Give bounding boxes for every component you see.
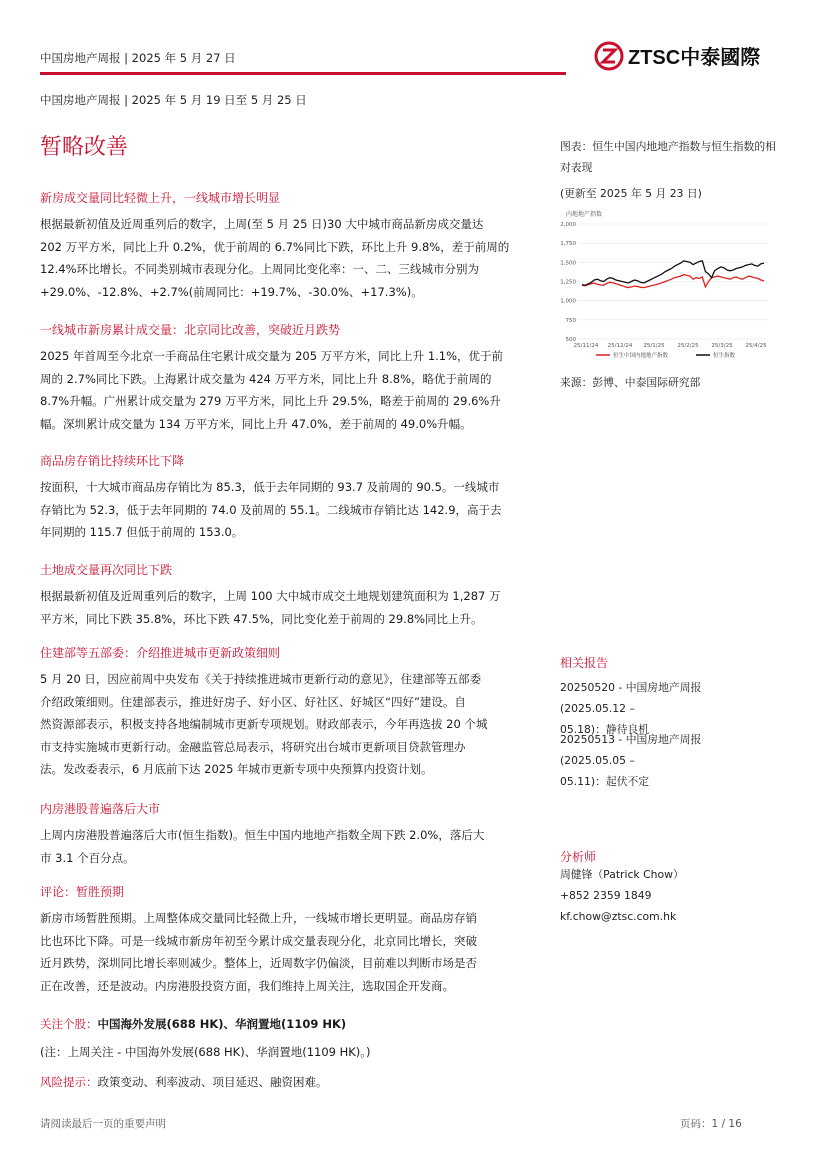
- text-line: 正在改善，还是波动。内房港股投资方面，我们维持上周关注，选取国企开发商。: [40, 978, 454, 993]
- section-body: [40, 585, 522, 630]
- footer-disclaimer: 请阅读最后一页的重要声明: [40, 1118, 166, 1130]
- related-reports-title: 相关报告: [560, 656, 609, 670]
- risk-label: 风险提示：: [40, 1075, 98, 1089]
- analyst-phone: +852 2359 1849: [560, 889, 652, 902]
- text-line: 法。发改委表示，6 月底前下达 2025 年城市更新专项中央预算内投资计划。: [40, 762, 433, 776]
- text-line: 12.4%环比增长。不同类别城市表现分化。上周同比变化率：一、二、三线城市分别为: [40, 262, 480, 276]
- report-title: 暂略改善: [40, 135, 129, 160]
- analyst-email[interactable]: kf.chow@ztsc.com.hk: [560, 910, 677, 923]
- text-line: 2025 年首周至今北京一手商品住宅累计成交量为 205 万平方米，同比上升 1.1%，优于前: [40, 349, 504, 363]
- section-heading: 土地成交量再次同比下跌: [40, 563, 173, 577]
- company-logo: [594, 40, 769, 76]
- analyst-name: 周健锋（Patrick Chow）: [560, 868, 684, 881]
- y-tick-label: 750: [565, 317, 576, 324]
- analyst-title: 分析师: [560, 850, 597, 864]
- x-tick-label: 25/4/25: [745, 343, 767, 349]
- x-tick-label: 25/1/25: [643, 343, 665, 349]
- chart-caption-line: 图表：恒生中国内地地产指数与恒生指数的相: [560, 140, 776, 153]
- text-line: 比也环比下降。可是一线城市新房年初至今累计成交量表现分化，北京同比增长，突破: [40, 933, 477, 948]
- text-line: 5 月 20 日，因应前周中央发布《关于持续推进城市更新行动的意见》，住建部等五部委: [40, 672, 482, 686]
- section-body: [40, 213, 522, 303]
- related-report[interactable]: [560, 729, 756, 792]
- section-body: [40, 824, 522, 869]
- focus-label: 关注个股：: [40, 1017, 98, 1031]
- related-report-line: 20250520 - 中国房地产周报 (2025.05.12 –: [560, 681, 702, 715]
- analyst-info: [560, 864, 684, 927]
- section-body: [40, 907, 522, 997]
- text-line: 近月跌势，深圳同比增长率则减少。整体上，近周数字仍偏淡，目前难以判断市场是否: [40, 956, 477, 970]
- chart-source: 来源：彭博、中泰国际研究部: [560, 376, 701, 389]
- focus-note: (注：上周关注 - 中国海外发展(688 HK)、华润置地(1109 HK)。): [40, 1045, 371, 1059]
- x-tick-label: 25/11/24: [573, 343, 599, 349]
- series-line: [582, 275, 764, 288]
- text-line: +29.0%、-12.8%、+2.7%(前周同比：+19.7%、-30.0%、+17.3%)。: [40, 284, 423, 299]
- text-line: 年同期的 115.7 但低于前周的 153.0。: [40, 525, 244, 539]
- text-line: 存销比为 52.3，低于去年同期的 74.0 及前周的 55.1。二线城市存销比达 142.9，高于去: [40, 502, 502, 517]
- risk-warning: [40, 1074, 328, 1090]
- x-tick-label: 25/3/25: [711, 343, 733, 349]
- text-line: 新房市场暂胜预期。上周整体成交量同比轻微上升，一线城市增长更明显。商品房存销: [40, 911, 477, 925]
- y-tick-label: 1,500: [560, 260, 576, 267]
- text-line: 介绍政策细则。住建部表示，推进好房子、好小区、好社区、好城区“四好”建设。自: [40, 694, 466, 709]
- text-line: 然资源部表示，积极支持各地编制城市更新专项规划。财政部表示，今年再选拔 20 个城: [40, 717, 488, 731]
- legend-label: 恒生中国内地地产指数: [613, 353, 669, 359]
- logo-text: ZTSC中泰國際: [628, 47, 761, 69]
- report-period: 中国房地产周报 | 2025 年 5 月 19 日至 5 月 25 日: [40, 93, 307, 107]
- y-tick-label: 500: [565, 337, 576, 343]
- chart-caption: [560, 136, 792, 178]
- text-line: 周的 2.7%同比下跌。上海累计成交量为 424 万平方米，同比上升 8.8%，略优于前周的: [40, 371, 492, 386]
- y-axis-label: 内地地产指数: [566, 211, 603, 218]
- text-line: 根据最新初值及近周重列后的数字，上周(至 5 月 25 日)30 大中城市商品新房成交量达: [40, 217, 484, 231]
- text-line: 8.7%升幅。广州累计成交量为 279 万平方米，同比上升 29.5%，略差于前周的 29.6%升: [40, 394, 501, 408]
- text-line: 按面积，十大城市商品房存销比为 85.3，低于去年同期的 93.7 及前周的 90.5。一线城市: [40, 480, 500, 494]
- text-line: 202 万平方米，同比上升 0.2%，优于前周的 6.7%同比下跌，环比上升 9.8%，差于前周的: [40, 239, 510, 254]
- related-report-line: 05.18)：静待良机: [560, 723, 650, 736]
- section-body: [40, 668, 522, 781]
- section-heading: 住建部等五部委：介绍推进城市更新政策细则: [40, 646, 281, 660]
- chart-caption-line: 对表现: [560, 161, 593, 174]
- section-heading: 商品房存销比持续环比下降: [40, 454, 185, 468]
- header-divider: [40, 72, 566, 75]
- section-heading: 一线城市新房累计成交量：北京同比改善，突破近月跌势: [40, 323, 341, 337]
- page-number: 页码：1 / 16: [680, 1118, 742, 1130]
- related-report-line: 20250513 - 中国房地产周报 (2025.05.05 –: [560, 733, 702, 767]
- text-line: 幅。深圳累计成交量为 134 万平方米，同比上升 47.0%，差于前周的 49.0%升幅。: [40, 416, 472, 431]
- index-chart: [556, 206, 776, 366]
- risk-text: 政策变动、利率波动、项目延迟、融资困难。: [97, 1075, 328, 1089]
- text-line: 市 3.1 个百分点。: [40, 850, 135, 865]
- x-tick-label: 25/12/24: [607, 343, 633, 349]
- section-body: [40, 476, 522, 544]
- y-tick-label: 2,000: [560, 222, 576, 228]
- x-tick-label: 25/2/25: [677, 343, 699, 349]
- y-tick-label: 1,000: [560, 298, 576, 305]
- text-line: 根据最新初值及近周重列后的数字，上周 100 大中城市成交土地规划建筑面积为 1,287 万: [40, 589, 501, 603]
- y-tick-label: 1,250: [560, 279, 576, 286]
- section-heading: 新房成交量同比轻微上升，一线城市增长明显: [40, 191, 281, 205]
- y-tick-label: 1,750: [560, 241, 576, 248]
- focus-stocks: [40, 1016, 346, 1032]
- text-line: 市支持实施城市更新行动。金融监管总局表示，将研究出台城市更新项目贷款管理办: [40, 739, 466, 754]
- section-heading: 评论：暂胜预期: [40, 885, 125, 899]
- focus-stock-list: 中国海外发展(688 HK)、华润置地(1109 HK): [97, 1017, 347, 1031]
- legend-label: 恒生指数: [713, 353, 736, 359]
- chart-updated: (更新至 2025 年 5 月 23 日): [560, 187, 702, 200]
- section-heading: 内房港股普遍落后大市: [40, 802, 161, 816]
- section-body: [40, 345, 522, 435]
- text-line: 上周内房港股普遍落后大市(恒生指数)。恒生中国内地地产指数全周下跌 2.0%，落后大: [40, 828, 485, 842]
- report-date-header: 中国房地产周报 | 2025 年 5 月 27 日: [40, 51, 236, 65]
- text-line: 平方米，同比下跌 35.8%，环比下跌 47.5%，同比变化差于前周的 29.8%同比上升。: [40, 611, 483, 626]
- related-report-line: 05.11)：起伏不定: [560, 775, 650, 788]
